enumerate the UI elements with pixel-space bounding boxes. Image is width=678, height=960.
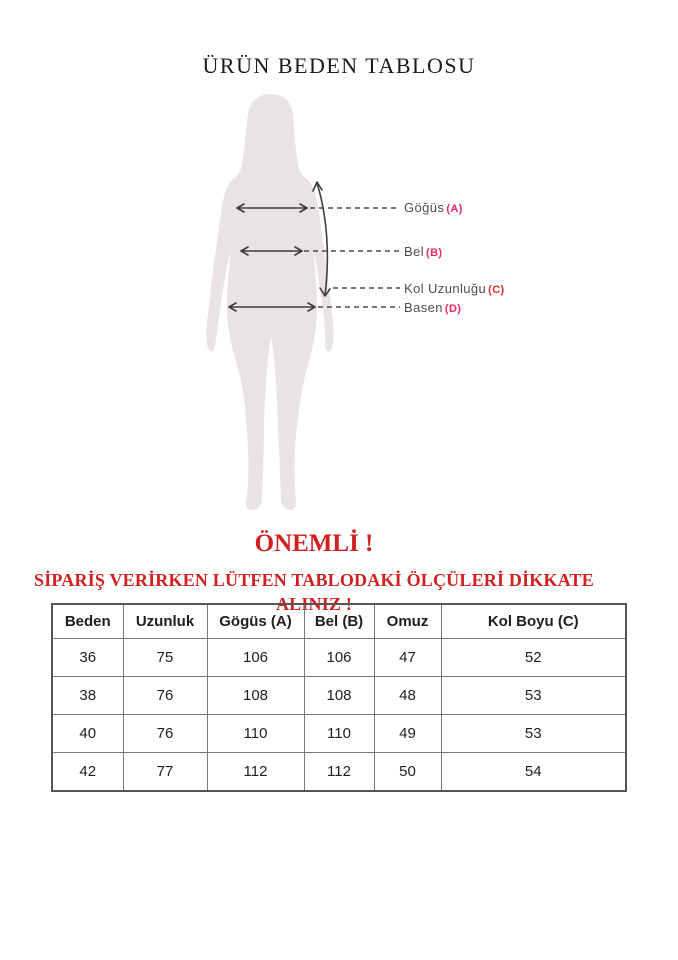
size-row-40 bbox=[52, 715, 626, 753]
table-cell: 108 bbox=[207, 677, 304, 715]
size-row-42 bbox=[52, 753, 626, 792]
header-omuz: Omuz bbox=[374, 604, 441, 639]
size-row-36 bbox=[52, 639, 626, 677]
table-cell: 76 bbox=[123, 715, 207, 753]
body-measurement-diagram bbox=[150, 85, 530, 530]
header-uzunluk: Uzunluk bbox=[123, 604, 207, 639]
table-cell: 52 bbox=[441, 639, 626, 677]
table-cell: 76 bbox=[123, 677, 207, 715]
arm-length-label-text: Kol Uzunluğu bbox=[404, 281, 487, 296]
chest-label-letter: (A) bbox=[446, 203, 463, 215]
header-kol-boyu: Kol Boyu (C) bbox=[441, 604, 626, 639]
table-cell: 108 bbox=[304, 677, 374, 715]
table-cell: 106 bbox=[207, 639, 304, 677]
hip-label-text: Basen bbox=[404, 300, 443, 315]
table-cell: 40 bbox=[52, 715, 123, 753]
size-table bbox=[51, 603, 627, 792]
waist-label bbox=[404, 244, 442, 259]
chest-label bbox=[404, 200, 463, 215]
table-cell: 54 bbox=[441, 753, 626, 792]
table-cell: 112 bbox=[304, 753, 374, 792]
arm-length-label bbox=[404, 281, 505, 296]
table-cell: 110 bbox=[304, 715, 374, 753]
header-beden: Beden bbox=[52, 604, 123, 639]
table-cell: 106 bbox=[304, 639, 374, 677]
size-row-38 bbox=[52, 677, 626, 715]
hip-label bbox=[404, 300, 461, 315]
woman-silhouette-image bbox=[206, 94, 333, 510]
page-title: ÜRÜN BEDEN TABLOSU bbox=[202, 53, 476, 78]
chest-label-text: Göğüs bbox=[404, 200, 445, 215]
table-cell: 75 bbox=[123, 639, 207, 677]
table-cell: 110 bbox=[207, 715, 304, 753]
notice-heading: ÖNEMLİ ! bbox=[254, 530, 374, 557]
table-cell: 50 bbox=[374, 753, 441, 792]
header-gogus: Gögüs (A) bbox=[207, 604, 304, 639]
table-cell: 53 bbox=[441, 715, 626, 753]
table-cell: 38 bbox=[52, 677, 123, 715]
table-cell: 53 bbox=[441, 677, 626, 715]
table-cell: 47 bbox=[374, 639, 441, 677]
waist-label-letter: (B) bbox=[426, 247, 443, 259]
notice-warning: SİPARİŞ VERİRKEN LÜTFEN TABLODAKİ ÖLÇÜLERİ DİKKATE ALINIZ ! bbox=[34, 570, 594, 614]
waist-label-text: Bel bbox=[404, 244, 424, 259]
table-cell: 49 bbox=[374, 715, 441, 753]
table-cell: 48 bbox=[374, 677, 441, 715]
hip-label-letter: (D) bbox=[444, 303, 462, 315]
table-cell: 42 bbox=[52, 753, 123, 792]
table-cell: 77 bbox=[123, 753, 207, 792]
table-cell: 112 bbox=[207, 753, 304, 792]
header-bel: Bel (B) bbox=[304, 604, 374, 639]
table-cell: 36 bbox=[52, 639, 123, 677]
size-table-header-row bbox=[52, 604, 626, 639]
arm-length-label-letter: (C) bbox=[488, 284, 505, 296]
